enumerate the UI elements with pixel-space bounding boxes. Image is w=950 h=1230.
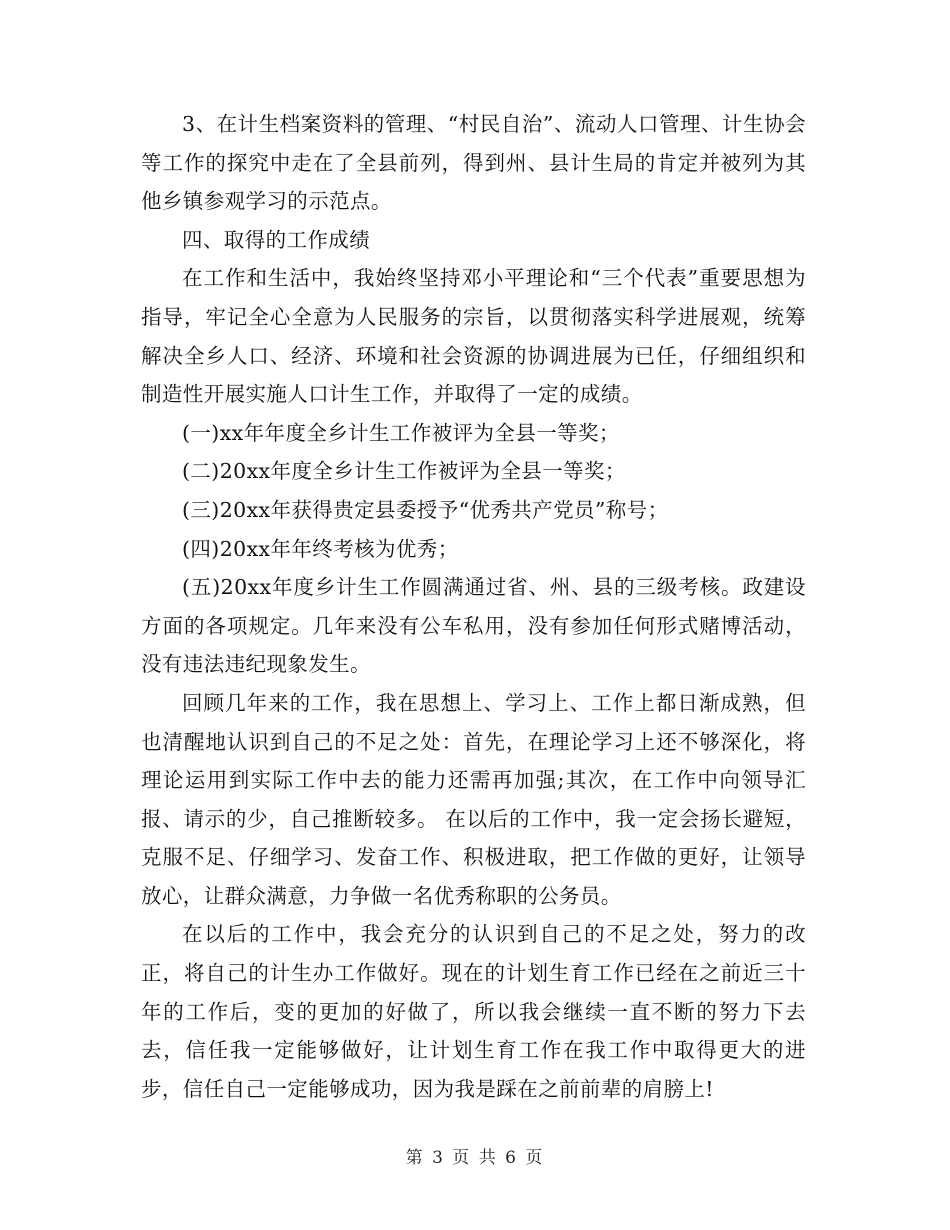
- section-heading-achievements: 四、取得的工作成绩: [182, 227, 371, 252]
- paragraph-future-work: 在以后的工作中，我会充分的认识到自己的不足之处，努力的改正，将自己的计生办工作做好。现在的计划生育工作已经在之前近三十年的工作后，变的更加的好做了，所以我会继续一直不断的努力下去去，信任我一定能够做好，让计划生育工作在我工作中取得更大的进步，信任自己一定能够成功，因为我是踩在之前前辈的肩膀上!: [141, 922, 806, 1101]
- page-number-footer: 第 3 页 共 6 页: [405, 1148, 545, 1168]
- list-item-achievement-1: (一)xx年年度全乡计生工作被评为全县一等奖；: [182, 420, 620, 445]
- paragraph-self-review: 回顾几年来的工作，我在思想上、学习上、工作上都日渐成熟，但也清醒地认识到自己的不足之处：首先，在理论学习上还不够深化，将理论运用到实际工作中去的能力还需再加强;其次，在工作中向领导汇报、请示的少，自己推断较多。 在以后的工作中，我一定会扬长避短，克服不足、仔细学习、发奋工作、积极进取，把工作做的更好，让领导放心，让群众满意，力争做一名优秀称职的公务员。: [141, 690, 806, 908]
- list-item-achievement-3: (三)20xx年获得贵定县委授予“优秀共产党员”称号；: [182, 497, 669, 522]
- paragraph-archive-management: 3、在计生档案资料的管理、“村民自治”、流动人口管理、计生协会等工作的探究中走在了全县前列，得到州、县计生局的肯定并被列为其他乡镇参观学习的示范点。: [141, 112, 806, 214]
- document-body: [141, 105, 806, 1108]
- paragraph-achievements-intro: 在工作和生活中，我始终坚持邓小平理论和“三个代表”重要思想为指导，牢记全心全意为人民服务的宗旨，以贯彻落实科学进展观，统筹解决全乡人口、经济、环境和社会资源的协调进展为已任，仔细组织和制造性开展实施人口计生工作，并取得了一定的成绩。: [141, 266, 806, 407]
- list-item-achievement-5: (五)20xx年度乡计生工作圆满通过省、州、县的三级考核。政建设方面的各项规定。几年来没有公车私用，没有参加任何形式赌博活动，没有违法违纪现象发生。: [141, 575, 806, 677]
- list-item-achievement-4: (四)20xx年年终考核为优秀；: [182, 536, 459, 561]
- list-item-achievement-2: (二)20xx年度全乡计生工作被评为全县一等奖；: [182, 459, 626, 484]
